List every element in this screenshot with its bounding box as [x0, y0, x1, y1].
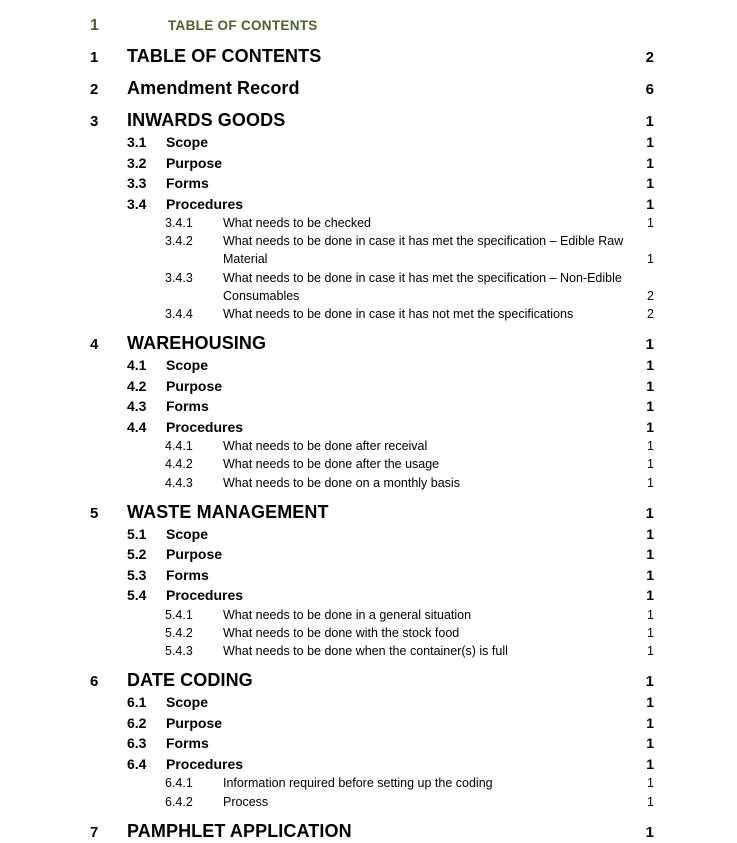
toc-entry[interactable]: [90, 774, 654, 792]
toc-entry-title: [223, 269, 654, 305]
toc-entry-page: 1: [646, 694, 654, 711]
toc-entry-number: 6.4.2: [165, 794, 193, 809]
toc-entry-page: 1: [645, 336, 654, 354]
toc-entry-number: 7: [90, 823, 99, 841]
toc-entry-number: 4.4.2: [165, 457, 193, 472]
toc-entry-page: 1: [646, 714, 654, 731]
toc-entry-number: 4.2: [127, 377, 147, 394]
toc-entry-title-line: Forms: [166, 175, 209, 191]
toc-entry-number: 3.1: [127, 134, 147, 150]
toc-entry-number: 4.3: [127, 398, 147, 415]
toc-entry-number: 5.4.1: [165, 607, 193, 622]
toc-entry-page: 1: [646, 377, 654, 394]
toc-entry-number: 5.4.3: [165, 644, 193, 659]
toc-entry-page: 1: [645, 504, 654, 522]
toc-entry-title-line: What needs to be done after receival: [223, 439, 428, 454]
toc-entry-title-line: Purpose: [166, 377, 223, 394]
toc-entry-title: [223, 305, 654, 323]
toc-entry[interactable]: [90, 524, 654, 545]
toc-entry[interactable]: [90, 544, 654, 565]
toc-entry-page: 1: [645, 113, 654, 130]
toc-entry-number: 3.3: [127, 175, 147, 191]
toc-entry[interactable]: [90, 565, 654, 586]
toc-entry-page: 1: [646, 755, 654, 772]
toc-entry[interactable]: [90, 670, 654, 692]
toc-entry-page: 6: [645, 81, 654, 98]
toc-entry-page: 1: [645, 673, 654, 691]
toc-entry-title: [166, 524, 654, 545]
toc-entry-title: [127, 110, 654, 132]
section-heading-title: TABLE OF CONTENTS: [168, 18, 318, 33]
toc-entry[interactable]: [90, 624, 654, 642]
toc-entry-page: 1: [647, 644, 654, 659]
toc-entry-title: [223, 474, 654, 492]
toc-entry-page: 1: [646, 418, 654, 435]
toc-entry-title: [127, 670, 654, 692]
toc-entry-title-line: Purpose: [166, 714, 223, 731]
toc-entry-title: [223, 232, 654, 268]
toc-entry[interactable]: [90, 585, 654, 606]
toc-entry-title-line: INWARDS GOODS: [127, 110, 286, 130]
toc-entry[interactable]: [90, 194, 654, 215]
toc-entry-title: [223, 793, 654, 811]
toc-entry-number: 6.1: [127, 694, 147, 711]
toc-entry-title-line: PAMPHLET APPLICATION: [127, 820, 352, 841]
toc-entry-title: [127, 502, 654, 524]
toc-entry-title: [166, 355, 654, 376]
toc-entry-page: 1: [646, 357, 654, 374]
toc-entry-number: 3.4.4: [165, 307, 193, 322]
toc-entry-page: 1: [646, 587, 654, 604]
toc-entry-title: [127, 333, 654, 355]
toc-entry-title: [166, 733, 654, 754]
toc-entry-page: 1: [647, 252, 654, 267]
toc-entry-page: 1: [646, 546, 654, 563]
toc-entry-title-line: Procedures: [166, 587, 244, 604]
toc-entry[interactable]: [90, 46, 654, 68]
toc-entry[interactable]: [90, 132, 654, 153]
toc-entry-title: [166, 417, 654, 438]
toc-entry-title-line: Scope: [166, 357, 209, 374]
toc-entry[interactable]: [90, 455, 654, 473]
toc-entry-title-line: What needs to be done in case it has met the specification – Edible Raw: [223, 234, 624, 249]
toc-entry[interactable]: [90, 110, 654, 132]
toc-entry-title: [166, 153, 654, 174]
toc-entry-title-line: Process: [223, 794, 269, 809]
toc-entry-number: 6.2: [127, 714, 147, 731]
toc-entry-title-line: What needs to be checked: [223, 216, 372, 230]
toc-entry-page: 1: [647, 457, 654, 472]
toc-entry-number: 6: [90, 673, 99, 691]
toc-entry[interactable]: [90, 502, 654, 524]
toc-entry[interactable]: [90, 396, 654, 417]
toc-entry-title: [223, 455, 654, 473]
toc-entry-title-line: Scope: [166, 525, 209, 542]
toc-entry[interactable]: [90, 821, 654, 843]
toc-entry-number: 6.4: [127, 755, 147, 772]
toc-entry[interactable]: [90, 173, 654, 194]
toc-entry-page: 1: [645, 823, 654, 841]
toc-entry[interactable]: [90, 376, 654, 397]
toc-entry[interactable]: [90, 355, 654, 376]
toc-entry-number: 4.1: [127, 357, 147, 374]
toc-entry-title-line: Procedures: [166, 418, 244, 435]
toc-entry-page: 1: [647, 475, 654, 490]
toc-entry[interactable]: [90, 333, 654, 355]
toc-entry-title: [127, 821, 654, 843]
toc-entry-title: [166, 754, 654, 775]
toc-entry[interactable]: [90, 417, 654, 438]
toc-entry-number: 6.3: [127, 735, 147, 752]
toc-entry-number: 1: [90, 49, 99, 66]
toc-entry-title-line: Procedures: [166, 755, 244, 772]
toc-entry-page: 1: [647, 607, 654, 622]
toc-entry-title: [223, 437, 654, 455]
toc-entry-page: 1: [647, 216, 654, 230]
toc-entry-title-line: Forms: [166, 398, 209, 415]
toc-entry-title-line: What needs to be done with the stock food: [223, 626, 460, 641]
toc-entry[interactable]: [90, 642, 654, 660]
toc-entry-page: 2: [647, 307, 654, 322]
toc-entry-number: 2: [90, 81, 99, 98]
toc-entry-title-line: Purpose: [166, 546, 223, 563]
toc-entry-number: 3.4.2: [165, 234, 193, 249]
toc-entry[interactable]: [90, 437, 654, 455]
toc-entry-number: 3.4.1: [165, 216, 193, 230]
toc-entry-title-line: What needs to be done in case it has met the specification – Non-Edible: [223, 270, 622, 285]
toc-entry[interactable]: [90, 754, 654, 775]
toc-entry-title-line: Procedures: [166, 195, 244, 212]
toc-entry-number: 5.4.2: [165, 626, 193, 641]
toc-entry[interactable]: [90, 474, 654, 492]
toc-entry-number: 5.3: [127, 566, 147, 583]
toc-entry-title-line: What needs to be done on a monthly basis: [223, 475, 460, 490]
toc-entry-number: 3.4.3: [165, 270, 193, 285]
toc-entry-title: [166, 132, 654, 153]
toc-entry-title-line: Purpose: [166, 154, 223, 171]
toc-entry-title-line: Forms: [166, 566, 209, 583]
toc-entry-page: 1: [646, 398, 654, 415]
toc-entry-title-line: Information required before setting up the coding: [223, 776, 493, 791]
toc-entry-title-line: What needs to be done when the container(s) is full: [223, 644, 508, 659]
toc-entry-title-line: Material: [223, 252, 268, 267]
toc-entry-number: 4: [90, 336, 99, 354]
toc-entry-title: [166, 173, 654, 194]
toc-entry-title: [127, 46, 654, 68]
toc-entry-number: 4.4.1: [165, 439, 193, 454]
toc-entry-number: 3: [90, 113, 99, 130]
toc-entry-title: [166, 692, 654, 713]
section-heading-number: 1: [90, 17, 99, 34]
toc-entry-number: 4.4: [127, 418, 147, 435]
toc-entry[interactable]: [90, 713, 654, 734]
toc-entry-page: 2: [647, 288, 654, 303]
toc-entry-page: 1: [646, 154, 654, 171]
toc-entry-title-line: Consumables: [223, 288, 300, 303]
toc-entry-title: [166, 713, 654, 734]
toc-entry-page: 2: [645, 49, 654, 66]
toc-entry-title: [166, 585, 654, 606]
toc-entry-title-line: Scope: [166, 694, 209, 711]
toc-entry-title-line: WAREHOUSING: [127, 333, 267, 354]
toc-list: [90, 46, 654, 843]
toc-entry-title: [223, 214, 654, 232]
toc-entry-page: 1: [646, 525, 654, 542]
section-heading: [90, 16, 654, 36]
toc-entry[interactable]: [90, 692, 654, 713]
toc-entry-title-line: WASTE MANAGEMENT: [127, 501, 329, 522]
toc-entry-title-line: DATE CODING: [127, 670, 253, 691]
toc-entry[interactable]: [90, 305, 654, 323]
toc-entry-title-line: What needs to be done in a general situation: [223, 607, 472, 622]
toc-entry-number: 6.4.1: [165, 776, 193, 791]
toc-entry-number: 5: [90, 504, 99, 522]
toc-entry[interactable]: [90, 733, 654, 754]
toc-entry-number: 5.2: [127, 546, 147, 563]
toc-entry-title-line: What needs to be done in case it has not met the specifications: [223, 307, 574, 322]
toc-entry-title-line: TABLE OF CONTENTS: [127, 46, 322, 66]
toc-entry-title: [223, 774, 654, 792]
toc-entry-title: [166, 396, 654, 417]
toc-entry[interactable]: [90, 153, 654, 174]
toc-entry-title: [166, 194, 654, 215]
toc-entry[interactable]: [90, 78, 654, 100]
toc-entry[interactable]: [90, 214, 654, 232]
toc-entry-page: 1: [647, 776, 654, 791]
toc-entry-page: 1: [646, 134, 654, 150]
toc-entry-title: [166, 544, 654, 565]
toc-entry-number: 4.4.3: [165, 475, 193, 490]
toc-entry-number: 5.1: [127, 525, 147, 542]
toc-entry-page: 1: [646, 735, 654, 752]
toc-entry-title: [127, 78, 654, 100]
toc-entry-title: [223, 642, 654, 660]
toc-entry-title-line: Forms: [166, 735, 209, 752]
toc-entry[interactable]: [90, 232, 654, 268]
toc-entry-page: 1: [646, 195, 654, 212]
toc-entry-page: 1: [646, 175, 654, 191]
toc-entry-page: 1: [647, 439, 654, 454]
toc-entry-title-line: Scope: [166, 134, 209, 150]
toc-entry[interactable]: [90, 793, 654, 811]
toc-entry[interactable]: [90, 606, 654, 624]
toc-entry-page: 1: [647, 626, 654, 641]
toc-entry-title: [166, 376, 654, 397]
toc-entry-title: [166, 565, 654, 586]
toc-entry-number: 3.2: [127, 154, 147, 171]
toc-entry-number: 5.4: [127, 587, 147, 604]
toc-entry-page: 1: [647, 794, 654, 809]
toc-entry-title-line: What needs to be done after the usage: [223, 457, 440, 472]
toc-entry-title: [223, 624, 654, 642]
toc-entry-title-line: Amendment Record: [127, 78, 300, 98]
toc-entry-number: 3.4: [127, 195, 147, 212]
toc-entry[interactable]: [90, 269, 654, 305]
toc-entry-title: [223, 606, 654, 624]
toc-entry-page: 1: [646, 566, 654, 583]
